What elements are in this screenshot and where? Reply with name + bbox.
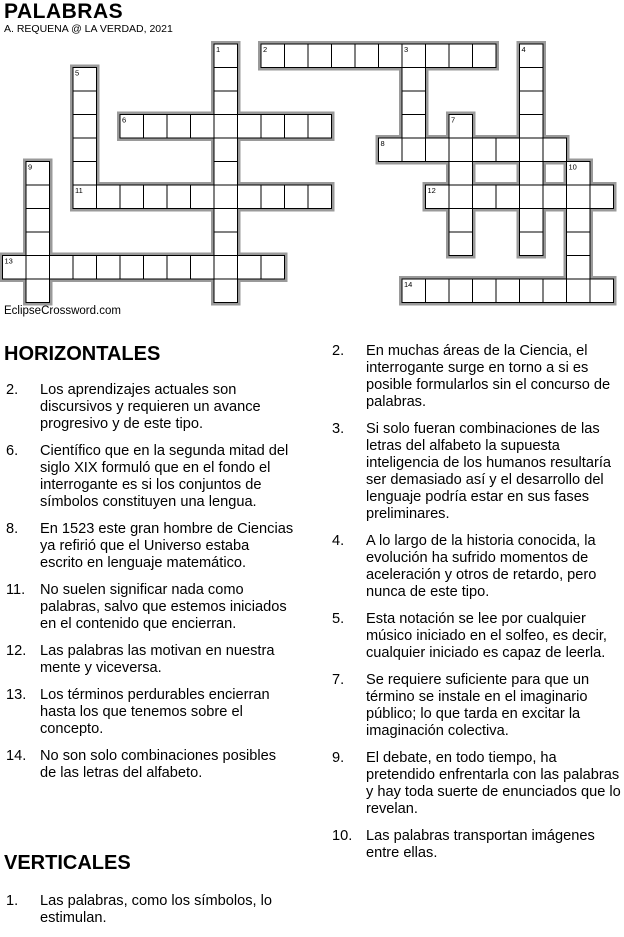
grid-cell[interactable] — [214, 209, 238, 233]
grid-cell[interactable] — [449, 279, 473, 303]
puzzle-author: A. REQUENA @ LA VERDAD, 2021 — [4, 23, 173, 35]
grid-clue-number: 13 — [4, 256, 13, 266]
clue-text: Las palabras las motivan en nuestra mente y viceversa. — [40, 643, 275, 676]
clue-item — [6, 443, 296, 511]
grid-cell[interactable] — [567, 185, 591, 209]
grid-cell[interactable] — [473, 185, 497, 209]
grid-cell[interactable] — [26, 279, 50, 303]
grid-cell[interactable] — [167, 256, 191, 280]
grid-cell[interactable] — [355, 44, 379, 68]
grid-cell[interactable] — [449, 138, 473, 162]
grid-cell[interactable] — [214, 115, 238, 139]
grid-cell[interactable] — [214, 91, 238, 115]
grid-cell[interactable] — [261, 115, 285, 139]
grid-clue-number: 2 — [263, 45, 268, 54]
grid-cell[interactable] — [73, 91, 97, 115]
clue-text: No suelen significar nada como palabras, salvo que estemos iniciados en el contenido que encierran. — [40, 582, 287, 632]
clue-item — [332, 750, 622, 818]
grid-cell[interactable] — [144, 115, 168, 139]
clue-text: Las palabras, como los símbolos, lo estimulan. — [40, 893, 272, 926]
grid-cell[interactable] — [73, 256, 97, 280]
grid-cell[interactable] — [73, 115, 97, 139]
grid-cell[interactable] — [449, 44, 473, 68]
grid-cell[interactable] — [520, 91, 544, 115]
grid-cell[interactable] — [426, 44, 450, 68]
grid-clue-number: 1 — [216, 45, 221, 54]
grid-cell[interactable] — [167, 115, 191, 139]
clue-number: 12. — [6, 643, 27, 659]
grid-clue-number: 9 — [28, 162, 33, 172]
clue-text: En 1523 este gran hombre de Ciencias ya refirió que el Universo estaba escrito en lenguaje matemático. — [40, 521, 294, 571]
clue-number: 2. — [332, 343, 345, 359]
clue-number: 1. — [6, 893, 19, 909]
clue-item — [6, 687, 296, 738]
clue-number: 9. — [332, 750, 345, 766]
grid-cell[interactable] — [520, 162, 544, 186]
clue-number: 6. — [6, 443, 19, 459]
grid-cell[interactable] — [543, 138, 567, 162]
clue-item — [6, 521, 296, 572]
grid-cell[interactable] — [214, 256, 238, 280]
clue-item — [332, 343, 622, 411]
horizontal-clue-list — [6, 382, 296, 792]
grid-cell[interactable] — [50, 256, 74, 280]
grid-clue-number: 5 — [75, 68, 80, 78]
clue-text: Científico que en la segunda mitad del siglo XIX formuló que en el fondo el interrogante es si los conjuntos de símbolos constituyen una lengua. — [40, 443, 289, 510]
grid-cell[interactable] — [26, 209, 50, 233]
clue-text: Esta notación se lee por cualquier músico iniciado en el solfeo, es decir, cualquier iniciado es capaz de leerla. — [366, 611, 607, 661]
grid-cell[interactable] — [449, 162, 473, 186]
grid-cell[interactable] — [496, 138, 520, 162]
clue-item — [332, 828, 622, 862]
grid-cell[interactable] — [520, 279, 544, 303]
grid-cell[interactable] — [402, 138, 426, 162]
clue-item — [332, 533, 622, 601]
grid-cell[interactable] — [520, 115, 544, 139]
grid-cell[interactable] — [191, 256, 215, 280]
grid-cell[interactable] — [567, 256, 591, 280]
grid-cell[interactable] — [26, 232, 50, 256]
grid-cell[interactable] — [402, 68, 426, 92]
puzzle-title: PALABRAS — [4, 0, 124, 23]
grid-cell[interactable] — [496, 185, 520, 209]
grid-cell[interactable] — [214, 279, 238, 303]
grid-clue-number: 12 — [427, 186, 436, 195]
clue-item — [6, 382, 296, 433]
clue-item — [6, 893, 296, 927]
grid-cell[interactable] — [567, 209, 591, 233]
grid-cell[interactable] — [426, 279, 450, 303]
grid-cell[interactable] — [496, 279, 520, 303]
crossword-grid — [0, 0, 624, 310]
clue-item — [332, 611, 622, 662]
grid-clue-number: 8 — [380, 139, 385, 148]
grid-cell[interactable] — [191, 185, 215, 209]
grid-clue-number: 14 — [404, 280, 413, 289]
grid-cell[interactable] — [473, 44, 497, 68]
grid-cell[interactable] — [449, 209, 473, 233]
grid-cell[interactable] — [590, 279, 614, 303]
grid-cell[interactable] — [238, 256, 262, 280]
grid-cell[interactable] — [285, 44, 309, 68]
grid-cell[interactable] — [238, 185, 262, 209]
grid-cell[interactable] — [426, 138, 450, 162]
clue-item — [332, 672, 622, 740]
grid-cell[interactable] — [520, 185, 544, 209]
grid-cell[interactable] — [402, 91, 426, 115]
clue-text: Si solo fueran combinaciones de las letras del alfabeto la supuesta inteligencia de los humanos resultaría ser demasiado así y el desarrollo del lenguaje podría estar en sus fases preliminares. — [366, 421, 611, 522]
grid-cell[interactable] — [332, 44, 356, 68]
grid-cell[interactable] — [402, 115, 426, 139]
grid-cell[interactable] — [73, 162, 97, 186]
grid-cell[interactable] — [73, 138, 97, 162]
grid-cell[interactable] — [191, 115, 215, 139]
clue-number: 14. — [6, 748, 27, 764]
grid-cell[interactable] — [520, 68, 544, 92]
grid-cell[interactable] — [120, 256, 144, 280]
grid-cell[interactable] — [520, 232, 544, 256]
vertical-clue-list-right — [332, 343, 622, 872]
clue-text: A lo largo de la historia conocida, la evolución ha sufrido momentos de aceleración y otros de retardo, pero nunca de este tipo. — [366, 533, 597, 600]
grid-clue-number: 7 — [451, 115, 456, 125]
clue-text: Los términos perdurables encierran hasta los que tenemos sobre el concepto. — [40, 687, 270, 737]
clue-number: 4. — [332, 533, 345, 549]
grid-clue-number: 3 — [404, 45, 409, 54]
grid-cell[interactable] — [543, 279, 567, 303]
grid-clue-number: 10 — [568, 162, 577, 172]
grid-clue-number: 4 — [521, 45, 526, 54]
clue-text: Los aprendizajes actuales son discursivos y requieren un avance progresivo y de este tipo. — [40, 382, 261, 432]
grid-cell[interactable] — [214, 138, 238, 162]
grid-cell[interactable] — [144, 185, 168, 209]
grid-cell[interactable] — [214, 68, 238, 92]
clue-number: 2. — [6, 382, 19, 398]
clue-number: 7. — [332, 672, 345, 688]
vertical-heading: VERTICALES — [4, 852, 131, 874]
grid-cell[interactable] — [261, 185, 285, 209]
grid-cell[interactable] — [26, 185, 50, 209]
grid-cell[interactable] — [97, 256, 121, 280]
vertical-clue-list-left — [6, 893, 296, 937]
clue-number: 11. — [6, 582, 26, 598]
grid-cell[interactable] — [520, 138, 544, 162]
grid-cell[interactable] — [97, 185, 121, 209]
clue-item — [6, 582, 296, 633]
grid-cell[interactable] — [308, 185, 332, 209]
grid-cell[interactable] — [214, 185, 238, 209]
clue-text: No son solo combinaciones posibles de las letras del alfabeto. — [40, 748, 277, 781]
grid-clue-number: 6 — [122, 115, 127, 125]
grid-cell[interactable] — [473, 279, 497, 303]
grid-cell[interactable] — [308, 115, 332, 139]
clue-number: 13. — [6, 687, 27, 703]
grid-cell[interactable] — [261, 256, 285, 280]
grid-cell[interactable] — [379, 44, 403, 68]
grid-cell[interactable] — [167, 185, 191, 209]
grid-cell[interactable] — [308, 44, 332, 68]
clue-number: 3. — [332, 421, 345, 437]
generator-credit: EclipseCrossword.com — [4, 305, 121, 317]
clue-text: Se requiere suficiente para que un término se instale en el imaginario público; lo que tarda en excitar la imaginación colectiva. — [366, 672, 590, 739]
grid-cell[interactable] — [449, 185, 473, 209]
grid-clue-number: 11 — [75, 186, 83, 195]
grid-cell[interactable] — [567, 279, 591, 303]
clue-item — [332, 421, 622, 523]
grid-cell[interactable] — [473, 138, 497, 162]
grid-cell[interactable] — [120, 185, 144, 209]
grid-cell[interactable] — [214, 232, 238, 256]
grid-cell[interactable] — [285, 185, 309, 209]
clue-item — [6, 748, 296, 782]
grid-cell[interactable] — [214, 162, 238, 186]
horizontal-heading: HORIZONTALES — [4, 343, 161, 365]
grid-cell[interactable] — [144, 256, 168, 280]
clue-text: Las palabras transportan imágenes entre ellas. — [366, 828, 595, 861]
grid-cell[interactable] — [449, 232, 473, 256]
grid-cell[interactable] — [543, 185, 567, 209]
grid-cell[interactable] — [285, 115, 309, 139]
clue-number: 5. — [332, 611, 345, 627]
grid-cell[interactable] — [26, 256, 50, 280]
clue-text: El debate, en todo tiempo, ha pretendido enfrentarla con las palabras y hay toda suerte de enunciados que lo revelan. — [366, 750, 621, 817]
grid-cell[interactable] — [520, 209, 544, 233]
grid-cell[interactable] — [567, 232, 591, 256]
grid-cell[interactable] — [590, 185, 614, 209]
clue-number: 10. — [332, 828, 353, 844]
grid-cell[interactable] — [238, 115, 262, 139]
clue-number: 8. — [6, 521, 19, 537]
clue-item — [6, 643, 296, 677]
clue-text: En muchas áreas de la Ciencia, el interrogante surge en torno a si es posible formularlos sin el concurso de palabras. — [366, 343, 611, 410]
